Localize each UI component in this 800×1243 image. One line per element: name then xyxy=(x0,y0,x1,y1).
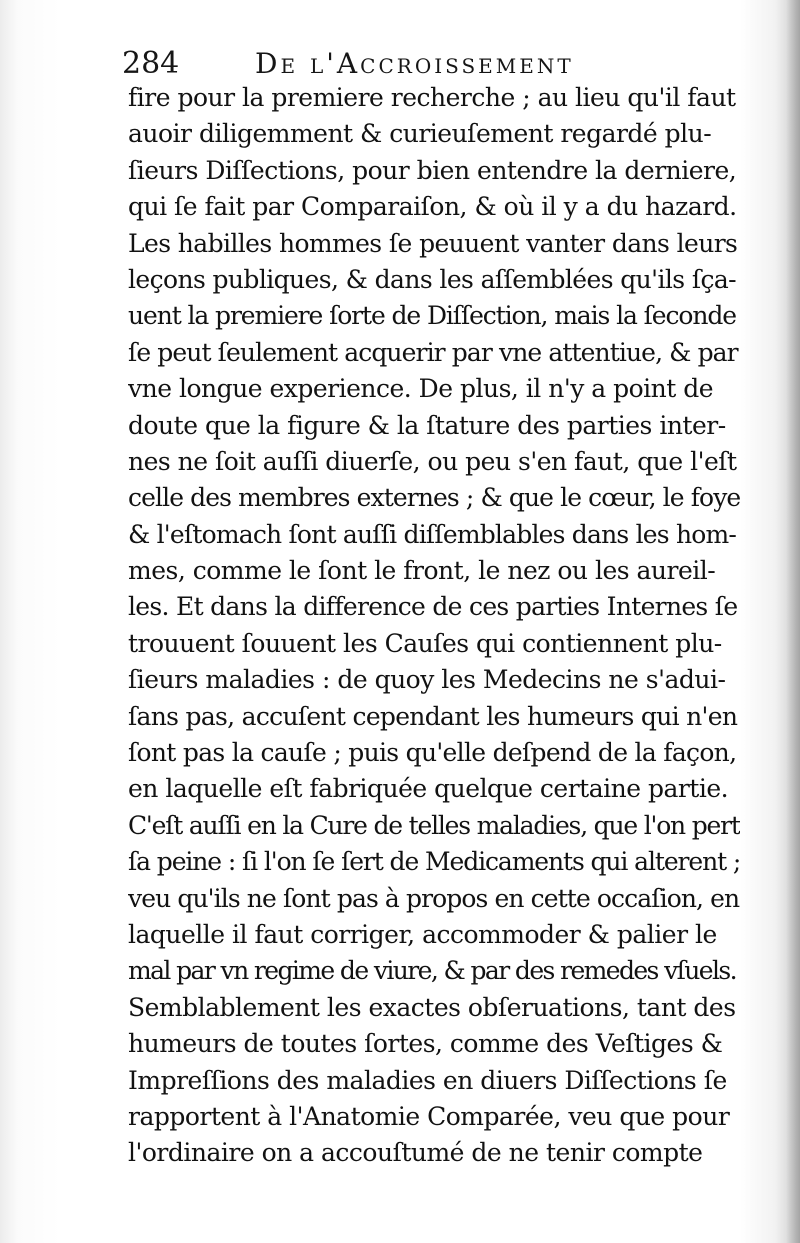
text-line: qui ſe fait par Comparaiſon, & où il y a du hazard. xyxy=(128,192,737,222)
text-line: Semblablement les exactes obſeruations, tant des xyxy=(128,992,736,1022)
text-line: leçons publiques, & dans les aſſemblées qu'ils ſça- xyxy=(128,264,737,294)
text-line: laquelle il faut corriger, accommoder & palier le xyxy=(128,919,717,949)
text-line: ſieurs Diſſections, pour bien entendre la derniere, xyxy=(128,155,737,185)
text-line: doute que la figure & la ſtature des parties inter- xyxy=(128,410,726,440)
text-line: C'eſt auſſi en la Cure de telles maladies, que l'on pert xyxy=(128,810,740,840)
text-line: vne longue experience. De plus, il n'y a point de xyxy=(128,374,714,404)
text-line: uent la premiere ſorte de Diſſection, mais la ſeconde xyxy=(128,301,736,331)
text-line: Les habilles hommes ſe peuuent vanter dans leurs xyxy=(128,228,738,258)
page-number: 284 xyxy=(122,46,180,81)
body-text xyxy=(128,80,740,1172)
text-line: rapportent à l'Anatomie Comparée, veu que pour xyxy=(128,1101,730,1131)
text-line: l'ordinaire on a accouſtumé de ne tenir compte xyxy=(128,1138,703,1168)
text-line: trouuent ſouuent les Cauſes qui contiennent plu- xyxy=(128,628,722,658)
text-line: ſa peine : ſi l'on ſe ſert de Medicaments qui alterent ; xyxy=(128,847,740,877)
text-line: ſont pas la cauſe ; puis qu'elle deſpend de la façon, xyxy=(128,738,737,768)
text-line: ſe peut ſeulement acquerir par vne attentiue, & par xyxy=(128,337,738,367)
text-line: humeurs de toutes ſortes, comme des Veſtiges & xyxy=(128,1029,723,1059)
text-line: en laquelle eſt fabriquée quelque certaine partie. xyxy=(128,774,729,804)
text-line: les. Et dans la difference de ces parties Internes ſe xyxy=(128,592,738,622)
text-line: ſieurs maladies : de quoy les Medecins ne s'adui- xyxy=(128,665,726,695)
page-edge-shadow xyxy=(786,0,800,1243)
text-line: mal par vn regime de viure, & par des remedes vſuels. xyxy=(128,956,736,986)
running-head xyxy=(122,44,642,84)
text-line: veu qu'ils ne ſont pas à propos en cette occaſion, en xyxy=(128,883,740,913)
text-line: celle des membres externes ; & que le cœur, le foye xyxy=(128,483,740,513)
text-line: Impreſſions des maladies en diuers Diſſections ſe xyxy=(128,1065,727,1095)
text-line: nes ne ſoit auſſi diuerſe, ou peu s'en faut, que l'eſt xyxy=(128,446,737,476)
text-line: mes, comme le ſont le front, le nez ou les aureil- xyxy=(128,556,716,586)
text-line: & l'eſtomach ſont auſſi diſſemblables dans les hom- xyxy=(128,519,737,549)
text-line: fire pour la premiere recherche ; au lieu qu'il faut xyxy=(128,83,736,112)
text-line: ſans pas, accuſent cependant les humeurs qui n'en xyxy=(128,701,738,731)
text-line: auoir diligemment & curieuſement regardé plu- xyxy=(128,119,712,149)
running-title: De l'Accroissement xyxy=(255,47,574,80)
